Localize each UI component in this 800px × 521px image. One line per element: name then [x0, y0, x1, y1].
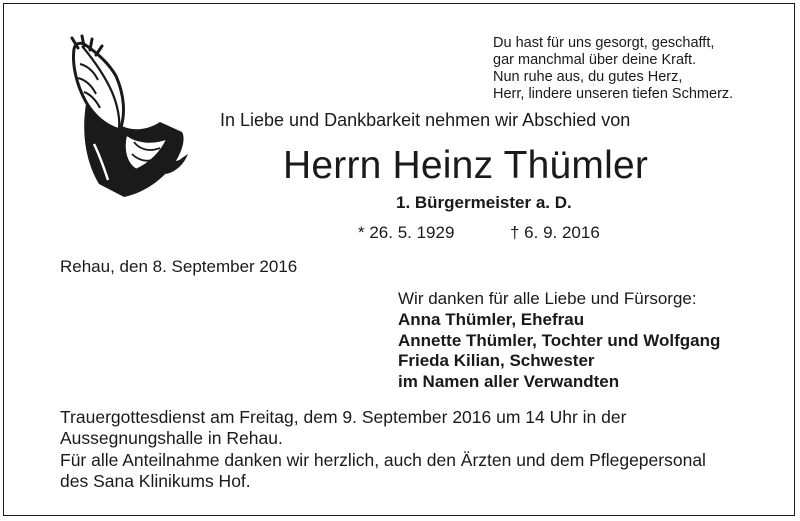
mourner-line: Anna Thümler, Ehefrau [398, 310, 585, 329]
closing-line: des Sana Klinikums Hof. [60, 470, 251, 491]
death-date: † 6. 9. 2016 [510, 223, 600, 242]
poem-line: Du hast für uns gesorgt, geschafft, [493, 35, 715, 51]
farewell-intro: In Liebe und Dankbarkeit nehmen wir Abschied von [220, 110, 631, 130]
poem-verse [493, 35, 733, 103]
deceased-name: Herrn Heinz Thümler [283, 144, 649, 187]
mourners-list [398, 310, 720, 392]
place-and-date: Rehau, den 8. September 2016 [60, 257, 298, 276]
deceased-title: 1. Bürgermeister a. D. [396, 193, 572, 212]
obituary-notice [3, 3, 795, 516]
poem-line: Nun ruhe aus, du gutes Herz, [493, 69, 683, 85]
thanks-intro: Wir danken für alle Liebe und Fürsorge: [398, 289, 697, 308]
closing-line: Für alle Anteilnahme danken wir herzlich, auch den Ärzten und dem Pflegepersonal [60, 450, 706, 470]
poem-line: gar manchmal über deine Kraft. [493, 52, 697, 68]
mourner-line: im Namen aller Verwandten [398, 371, 620, 391]
praying-hands-icon [64, 34, 194, 199]
closing-thanks [60, 450, 706, 491]
service-line: Aussegnungshalle in Rehau. [60, 427, 283, 448]
mourner-line: Frieda Kilian, Schwester [398, 351, 595, 370]
birth-date: * 26. 5. 1929 [358, 223, 455, 242]
mourner-line: Annette Thümler, Tochter und Wolfgang [398, 330, 721, 350]
funeral-service-info [60, 407, 626, 448]
poem-line: Herr, lindere unseren tiefen Schmerz. [493, 86, 734, 102]
service-line: Trauergottesdienst am Freitag, dem 9. September 2016 um 14 Uhr in der [60, 407, 627, 427]
